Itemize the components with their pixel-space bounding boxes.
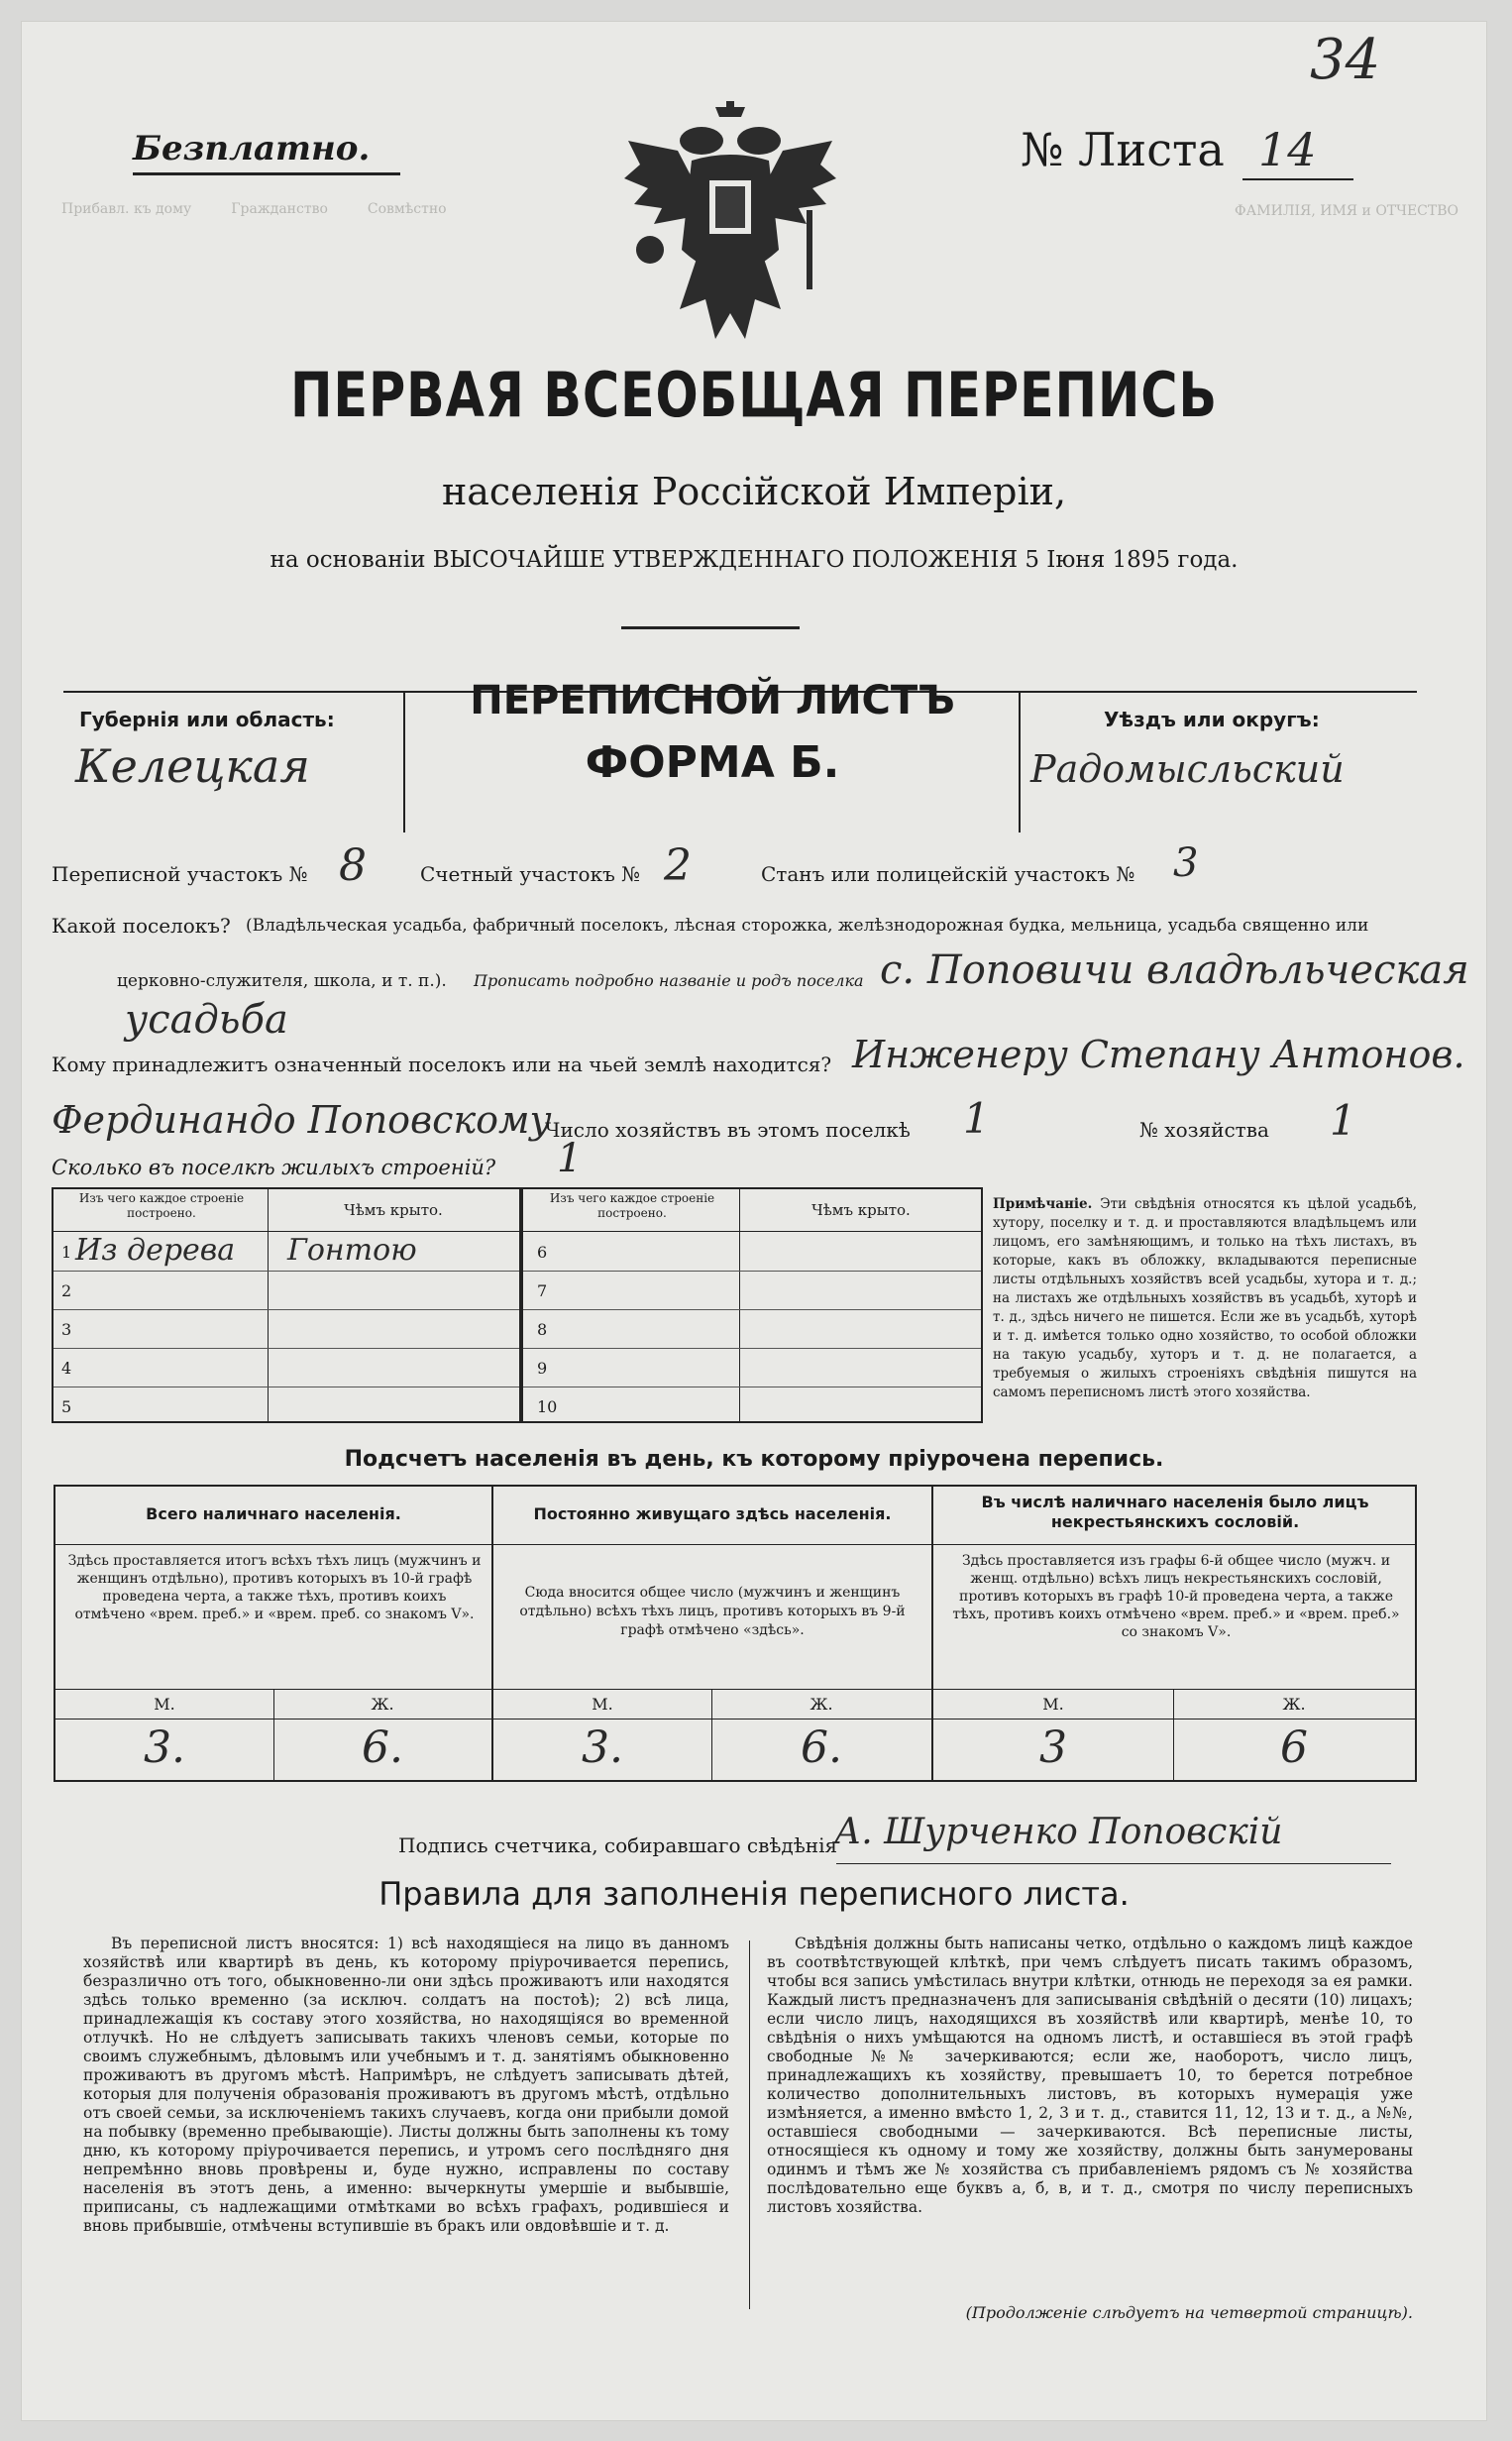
row-number: 10 — [537, 1397, 558, 1416]
col3-female-label: Ж. — [1282, 1695, 1306, 1714]
col2-female-label: Ж. — [810, 1695, 833, 1714]
table-row — [54, 1387, 519, 1425]
rules-left-column: Въ переписной листъ вносятся: 1) всѣ находящіеся на лицо въ данномъ хозяйствѣ или квартирѣ въ день, къ которому пріурочивается перепись, безразлично отъ того, обыкновенно-ли они здѣсь проживаютъ или находятся здѣсь только временно (за исключ. солдатъ на постоѣ); 2) всѣ лица, принадлежащія къ составу этого хозяйства, но находящіяся во временной отлучкѣ. Но не слѣдуетъ записывать такихъ членовъ семьи, которые по своимъ служебнымъ, дѣловымъ или учебнымъ и т. д. занятіямъ обыкновенно проживаютъ въ другомъ мѣстѣ. Напримѣръ, не слѣдуетъ записывать дѣтей, которыя для полученія образованія проживаютъ въ другомъ мѣстѣ, отдѣльно отъ своей семьи, за исключеніемъ такихъ случаевъ, когда они прибыли домой на побывку (временно пребывающіе). Листы должны быть заполнены къ тому дню, къ которому пріурочивается перепись, и утромъ сего послѣдняго дня непремѣнно вновь провѣрены и, буде нужно, исправлены по составу населенія въ этотъ день, а именно: вычеркнуты умершіе и выбывшіе, приписаны, съ надлежащими отмѣтками во всѣхъ графахъ, родившіеся и вновь прибывшіе, отмѣчены вступившіе въ бракъ или овдовѣвшіе и т. д. — [83, 1935, 729, 2235]
form-title: ПЕРЕПИСНОЙ ЛИСТЪ — [470, 678, 955, 723]
schetny-uchastok-value: 2 — [664, 840, 692, 891]
uezd-value: Радомысльский — [1030, 747, 1345, 791]
owner-value-1: Инженеру Степану Антонов. — [852, 1033, 1465, 1076]
households-value: 1 — [963, 1094, 990, 1143]
schetny-uchastok-label: Счетный участокъ № — [420, 862, 641, 886]
perepisnoy-uchastok-value: 8 — [339, 840, 367, 891]
col3-female-value: 6 — [1280, 1722, 1308, 1773]
note-heading: Примѣчаніе. — [993, 1196, 1093, 1212]
count-mf-top-line — [55, 1689, 1415, 1690]
signature-line — [836, 1863, 1391, 1864]
title-divider — [621, 626, 800, 629]
note-text: Эти свѣдѣнія относятся къ цѣлой усадьбѣ, хутору, поселку и т. д. и проставляются владѣльцемъ или лицомъ, его замѣняющимъ, и только на тѣхъ листахъ, въ которые, какъ въ обложку, вкладываются переписные листы отдѣльныхъ хозяйствъ всей усадьбы, хутора и т. д.; на листахъ же отдѣльныхъ хозяйствъ въ усадьбѣ, хуторѣ и т. д., здѣсь ничего не пишется. Если же въ усадьбѣ, хуторѣ и т. д. имѣется только одно хозяйство, то особой обложки на такую усадьбу, хуторъ и т. д. не полагается, а требуемыя о жилыхъ строеніяхъ свѣдѣнія пишутся на самомъ переписномъ листѣ этого хозяйства. — [993, 1196, 1417, 1400]
count-col1-heading: Всего наличнаго населенія. — [146, 1504, 401, 1523]
buildings-left-rows — [54, 1233, 519, 1425]
rules-footer: (Продолженіе слѣдуетъ на четвертой страницѣ). — [965, 2303, 1413, 2322]
col3-male-label: М. — [1042, 1695, 1064, 1714]
row-number: 4 — [61, 1359, 72, 1378]
poselok-description-2: церковно-служителя, школа, и т. п.). — [117, 971, 447, 991]
poselok-description-1: (Владѣльческая усадьба, фабричный поселокъ, лѣсная сторожка, желѣзнодорожная будка, мельница, усадьба священно или — [246, 916, 1369, 936]
count-col2-text: Сюда вносится общее число (мужчинъ и женщинъ отдѣльно) всѣхъ тѣхъ лицъ, противъ которыхъ въ 9-й графѣ отмѣчено «здѣсь». — [519, 1585, 906, 1638]
row-number: 5 — [61, 1397, 72, 1416]
count-mf-bottom-line — [55, 1719, 1415, 1720]
table-row — [54, 1233, 519, 1272]
household-number-label: № хозяйства — [1139, 1118, 1269, 1142]
archive-page-number: 34 — [1310, 28, 1381, 92]
owner-label: Кому принадлежитъ означенный поселокъ или на чьей землѣ находится? — [52, 1053, 832, 1076]
count-heading: Подсчетъ населенія въ день, къ которому пріурочена перепись. — [344, 1447, 1164, 1472]
building-material: Из дерева — [75, 1233, 236, 1268]
buildings-value: 1 — [557, 1136, 583, 1181]
poselok-instruction: Прописать подробно названіе и родъ поселка — [474, 971, 864, 990]
row-number: 7 — [537, 1281, 548, 1300]
row-number: 3 — [61, 1320, 72, 1339]
col1-female-label: Ж. — [371, 1695, 394, 1714]
row-number: 6 — [537, 1243, 548, 1262]
table-row — [523, 1272, 981, 1310]
table-row — [523, 1349, 981, 1387]
col2-male-label: М. — [592, 1695, 613, 1714]
count-col2-heading: Постоянно живущаго здѣсь населенія. — [533, 1504, 892, 1523]
table-row — [54, 1272, 519, 1310]
poselok-value-2: усадьба — [125, 997, 288, 1043]
free-underline — [133, 172, 400, 175]
census-sheet — [22, 22, 1486, 2420]
count-header-line — [55, 1544, 1415, 1545]
basis-line: на основаніи ВЫСОЧАЙШЕ УТВЕРЖДЕННАГО ПОЛОЖЕНІЯ 5 Іюня 1895 года. — [270, 547, 1239, 573]
table-row — [54, 1310, 519, 1349]
buildings-col-material-left: Изъ чего каждое строеніе построено. — [78, 1191, 245, 1220]
poselok-label: Какой поселокъ? — [52, 914, 231, 938]
buildings-header-line — [54, 1231, 981, 1232]
main-title: ПЕРВАЯ ВСЕОБЩАЯ ПЕРЕПИСЬ — [290, 359, 1218, 431]
col2-female-value: 6. — [801, 1722, 842, 1773]
owner-value-2: Фердинандо Поповскому — [52, 1098, 552, 1142]
rules-heading: Правила для заполненія переписного листа. — [378, 1875, 1130, 1913]
col2-male-value: 3. — [582, 1722, 623, 1773]
stan-value: 3 — [1173, 840, 1199, 886]
table-row — [54, 1349, 519, 1387]
double-headed-eagle-emblem — [620, 101, 840, 361]
buildings-col-material-right: Изъ чего каждое строеніе построено. — [549, 1191, 715, 1220]
signature-label: Подпись счетчика, собиравшаго свѣдѣнія — [398, 1833, 838, 1857]
rules-column-divider — [749, 1941, 750, 2309]
perepisnoy-uchastok-label: Переписной участокъ № — [52, 862, 308, 886]
row-number: 9 — [537, 1359, 548, 1378]
households-label: Число хозяйствъ въ этомъ поселкѣ — [545, 1118, 911, 1142]
show-through-text-right: ФАМИЛІЯ, ИМЯ и ОТЧЕСТВО — [1235, 203, 1458, 219]
subtitle: населенія Россійской Имперіи, — [441, 470, 1067, 513]
uezd-label: Уѣздъ или округъ: — [1104, 708, 1320, 731]
buildings-col-roof-right: Чѣмъ крыто. — [811, 1201, 911, 1219]
gubernia-value: Келецкая — [75, 739, 310, 793]
buildings-right-rows — [523, 1233, 981, 1425]
count-col3-heading: Въ числѣ наличнаго населенія было лицъ некрестьянскихъ сословій. — [981, 1493, 1369, 1531]
count-col3-text: Здѣсь проставляется изъ графы 6-й общее число (мужч. и женщ. отдѣльно) всѣхъ лицъ некрестьянскихъ сословій, противъ которыхъ въ графѣ 10-й проведена черта, а также тѣхъ, противъ коихъ отмѣчено «врем. преб.» и «врем. преб.» со знакомъ V». — [952, 1553, 1400, 1640]
frame-divider-right — [1019, 691, 1021, 832]
buildings-col-roof-left: Чѣмъ крыто. — [344, 1201, 443, 1219]
frame-divider-left — [403, 691, 405, 832]
table-row — [523, 1310, 981, 1349]
table-row — [523, 1387, 981, 1425]
form-subtitle: ФОРМА Б. — [585, 737, 840, 788]
signature-value: А. Шурченко Поповскiй — [834, 1812, 1283, 1852]
buildings-label: Сколько въ поселкѣ жилыхъ строеній? — [52, 1156, 496, 1179]
count-col1-text: Здѣсь проставляется итогъ всѣхъ тѣхъ лицъ (мужчинъ и женщинъ отдѣльно), противъ которыхъ въ 10-й графѣ проведена черта, а также тѣхъ, противъ коихъ отмѣчено «врем. преб.» и «врем. преб. со знакомъ V». — [67, 1553, 482, 1622]
col1-male-value: 3. — [144, 1722, 185, 1773]
population-count-table — [54, 1485, 1417, 1782]
free-label: Безплатно. — [133, 129, 371, 168]
building-roof: Гонтою — [287, 1233, 417, 1268]
col3-male-value: 3 — [1039, 1722, 1067, 1773]
table-row — [523, 1233, 981, 1272]
note-block — [993, 1195, 1417, 1402]
show-through-text-left: Прибавл. къ дому Гражданство Совмѣстно — [61, 201, 447, 217]
household-number-value: 1 — [1330, 1096, 1356, 1145]
sheet-number-underline — [1242, 178, 1353, 180]
stan-label: Станъ или полицейскій участокъ № — [761, 862, 1135, 886]
sheet-number-label: № Листа — [1021, 123, 1225, 176]
col1-female-value: 6. — [362, 1722, 403, 1773]
gubernia-label: Губернія или область: — [79, 708, 335, 731]
col1-male-label: М. — [154, 1695, 175, 1714]
row-number: 1 — [61, 1243, 72, 1262]
rules-right-column: Свѣдѣнія должны быть написаны четко, отдѣльно о каждомъ лицѣ каждое въ соотвѣтствующей клѣткѣ, при чемъ слѣдуетъ писать такимъ образомъ, чтобы вся запись умѣстилась внутри клѣтки, отнюдь не переходя за ея рамки. Каждый листъ предназначенъ для записыванія свѣдѣній о десяти (10) лицахъ; если число лицъ, находящихся въ хозяйствѣ или квартирѣ, менѣе 10, то свѣдѣнія о нихъ умѣщаются на одномъ листѣ, и оставшіеся въ этой графѣ свободные №№ зачеркиваются; если же, наоборотъ, число лицъ, принадлежащихъ къ хозяйству, превышаетъ 10, то берется потребное количество дополнительныхъ листовъ, въ которыхъ нумерація уже измѣняется, а именно вмѣсто 1, 2, 3 и т. д., ставится 11, 12, 13 и т. д., а №№, оставшіеся свободными — зачеркиваются. Всѣ переписные листы, относящіеся къ одному и тому же хозяйству, должны быть занумерованы одинмъ и тѣмъ же № хозяйства съ прибавленіемъ рядомъ съ № хозяйства послѣдовательно еще буквъ а, б, в, и т. д., смотря по числу переписныхъ листовъ хозяйства. — [767, 1935, 1413, 2216]
poselok-value-1: с. Поповичи владѣльческая — [880, 947, 1469, 993]
row-number: 8 — [537, 1320, 548, 1339]
sheet-number-value: 14 — [1258, 123, 1317, 176]
buildings-table — [52, 1187, 983, 1423]
row-number: 2 — [61, 1281, 72, 1300]
